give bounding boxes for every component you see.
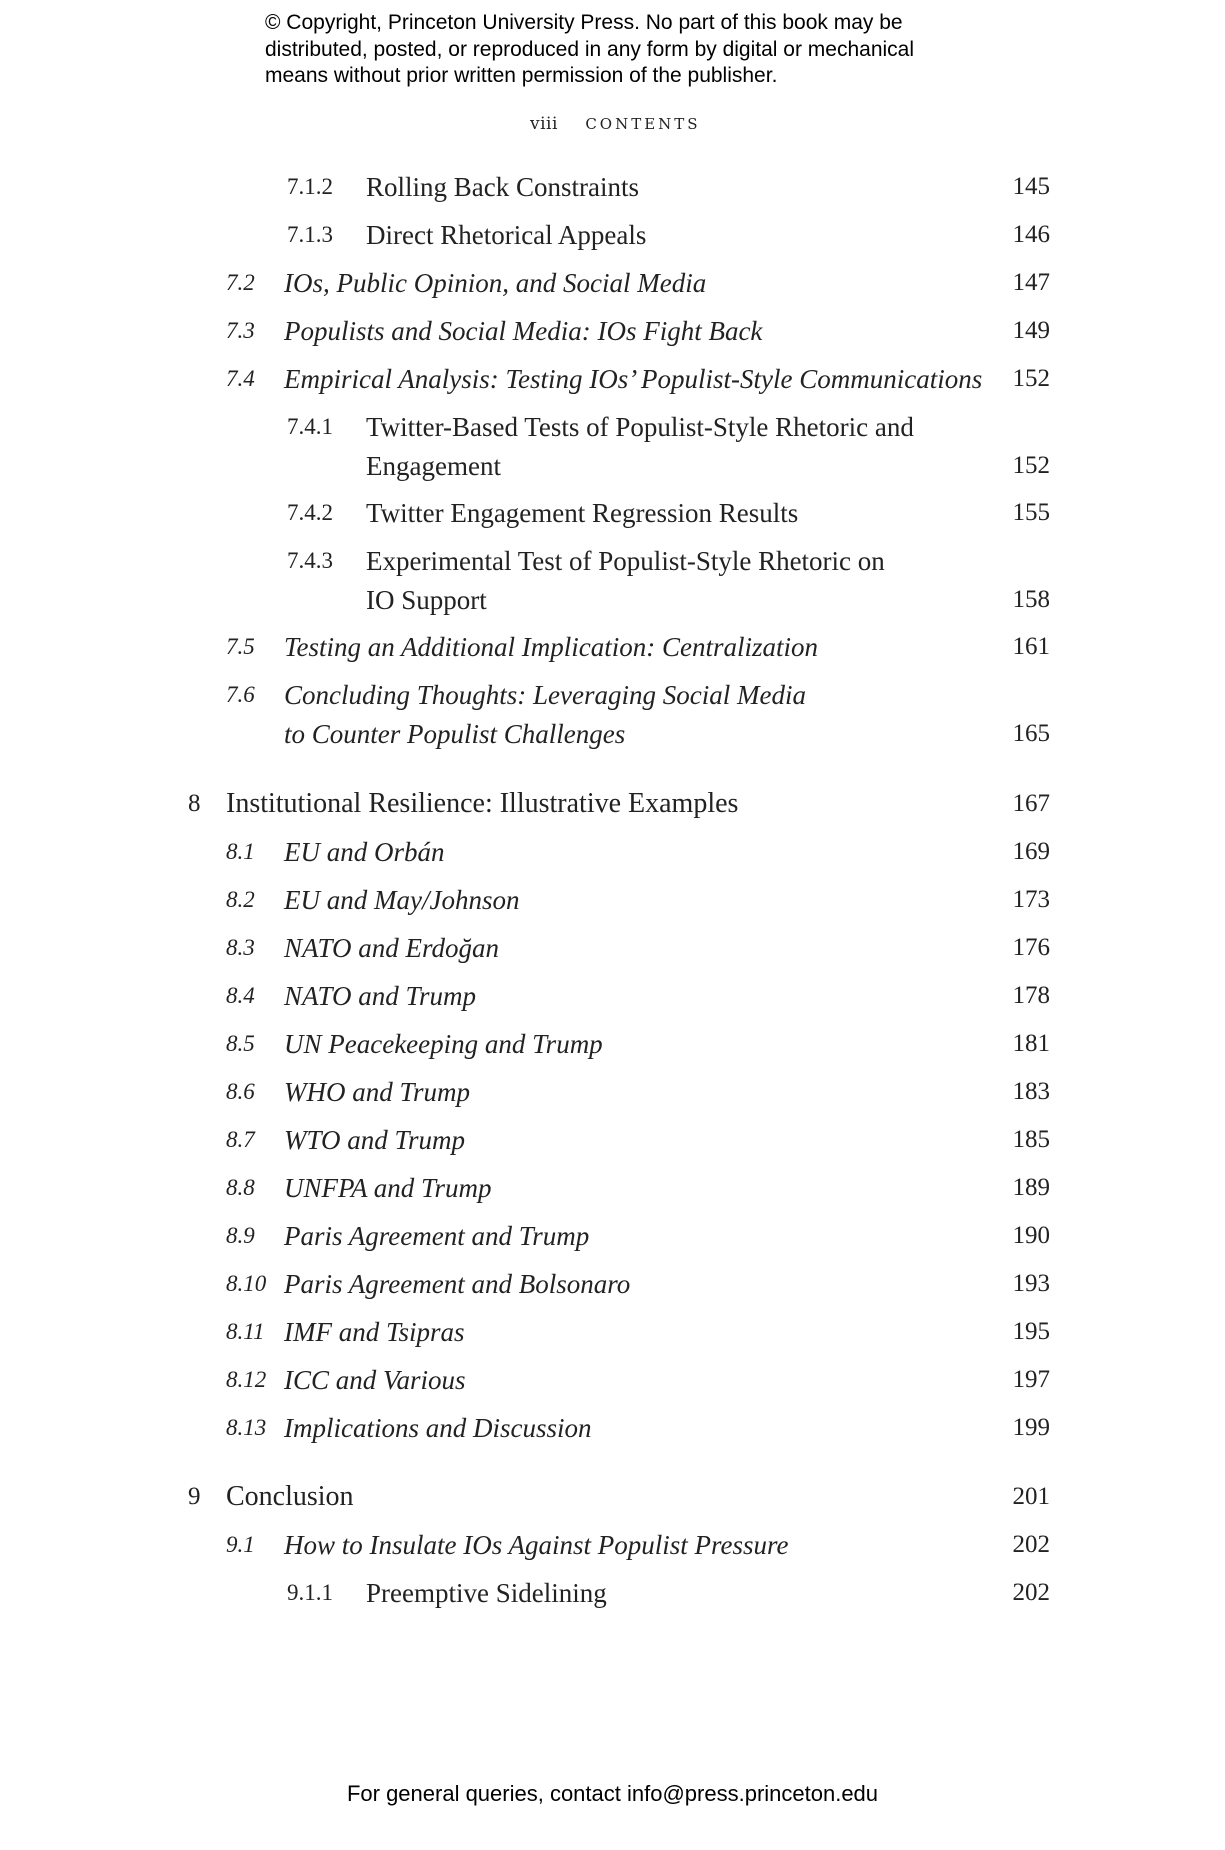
toc-entry-number: 8.13 [226,1415,267,1440]
toc-entry-page: 199 [1012,1414,1050,1441]
toc-entry-title-line: Testing an Additional Implication: Centralization [284,632,819,662]
copyright-notice [265,10,1025,90]
toc-entry-title-line: Paris Agreement and Trump [284,1221,590,1251]
toc-entry-page: 147 [1012,269,1050,296]
toc-entry-page: 176 [1012,934,1050,961]
toc-entry-page: 152 [1012,365,1050,392]
toc-entry-title [284,1526,789,1565]
toc-entry-number: 8.8 [226,1175,255,1200]
toc-entry [226,1409,1050,1448]
toc-entry-number: 8.5 [226,1031,255,1056]
toc-entry-number: 8.6 [226,1079,255,1104]
toc-entry [287,542,1050,619]
toc-entry [287,216,1050,255]
toc-entry [287,168,1050,207]
toc-entry [226,1217,1050,1256]
toc-entry-page: 181 [1012,1030,1050,1057]
toc-entry-page: 189 [1012,1174,1050,1201]
toc-entry-page: 169 [1012,838,1050,865]
toc-entry-number: 8.12 [226,1367,267,1392]
copyright-line: © Copyright, Princeton University Press. No part of this book may be [265,11,903,34]
toc-entry-title [284,312,762,351]
toc-entry-title [284,1313,465,1352]
toc-entry-number: 7.4.2 [287,500,333,525]
toc-entry-number: 8.10 [226,1271,267,1296]
toc-entry-title [284,1265,630,1304]
toc-entry-number: 7.4 [226,366,255,391]
toc-entry-page: 195 [1012,1318,1050,1345]
toc-entry-number: 8.9 [226,1223,255,1248]
toc-entry-title [284,929,499,968]
toc-entry-title [226,785,738,824]
toc-entry-number: 8.11 [226,1319,265,1344]
toc-entry [226,1025,1050,1064]
running-head [530,114,701,134]
copyright-line: distributed, posted, or reproduced in any form by digital or mechanical [265,37,915,61]
toc-entry-number: 7.4.1 [287,414,333,439]
toc-entry-title [284,676,806,753]
toc-entry-title [284,833,445,872]
toc-entry-page: 202 [1012,1531,1050,1558]
toc-entry-title-line: to Counter Populist Challenges [284,718,626,749]
toc-entry-page: 152 [1012,451,1050,479]
toc-entry-title [366,494,798,533]
toc-entry [226,1361,1050,1400]
toc-entry-title-line: NATO and Erdoğan [284,933,500,963]
footer-contact: For general queries, contact info@press.princeton.edu [346,1781,879,1806]
toc-entry-number: 8.3 [226,935,255,960]
toc-entry-title-line: Concluding Thoughts: Leveraging Social Media [284,680,806,710]
toc-entry-page: 190 [1012,1222,1050,1249]
toc-entry-number: 7.5 [226,634,255,659]
toc-entry-title-line: Paris Agreement and Bolsonaro [284,1269,631,1299]
toc-entry-title-line: EU and Orbán [284,837,445,867]
toc-entry-title [284,264,706,303]
toc-entry-title-line: Implications and Discussion [284,1413,592,1443]
toc-entry [226,1526,1050,1565]
toc-entry-page: 183 [1012,1078,1050,1105]
toc-entry [226,1073,1050,1112]
toc-entry-title-line: IO Support [366,584,487,615]
toc-entry-number: 8.4 [226,983,255,1008]
toc-entry [226,628,1050,667]
toc-entry [226,881,1050,920]
toc-entry-title-line: Empirical Analysis: Testing IOs’ Populist-Style Communications [284,364,983,394]
toc-entry [226,977,1050,1016]
toc-entry-title [366,408,914,485]
copyright-line: means without prior written permission of the publisher. [265,64,778,87]
toc-entry-title-line: Conclusion [226,1481,354,1512]
toc-entry-title-line: WHO and Trump [284,1077,471,1107]
toc-entry-number: 7.1.3 [287,222,333,247]
toc-entry-number: 8.2 [226,887,255,912]
toc-entry-title [366,168,639,207]
toc-entry-page: 161 [1012,633,1050,660]
toc-entry-title-line: Populists and Social Media: IOs Fight Back [284,316,763,346]
toc-entry-title [284,1361,466,1400]
toc-entry-title-line: IMF and Tsipras [284,1317,465,1347]
toc-entry-page: 197 [1012,1366,1050,1393]
toc-entry-title-line: Preemptive Sidelining [366,1578,607,1608]
toc-entry-number: 8.7 [226,1127,255,1152]
toc-entry [226,1169,1050,1208]
toc-entry-title-line: ICC and Various [284,1365,466,1395]
toc-entry-title-line: EU and May/Johnson [284,885,520,915]
toc-entry-page: 202 [1012,1579,1050,1606]
toc-entry-title-line: IOs, Public Opinion, and Social Media [284,268,707,298]
toc-entry-title-line: UNFPA and Trump [284,1173,492,1203]
toc-entry-title-line: Engagement [366,450,501,481]
toc-entry-title [284,360,982,399]
toc-entry-page: 145 [1012,173,1050,200]
page-folio: viii [530,114,558,134]
toc-entry [226,360,1050,399]
toc-entry-number: 7.6 [226,682,255,707]
toc-entry-title-line: Twitter-Based Tests of Populist-Style Rhetoric and [366,412,914,442]
toc-entry-title-line: WTO and Trump [284,1125,466,1155]
toc-entry [226,312,1050,351]
toc-entry [226,929,1050,968]
toc-entry [226,833,1050,872]
running-title: CONTENTS [585,115,701,133]
toc-entry-page: 165 [1012,719,1050,747]
toc-entry [287,408,1050,485]
toc-entry-title-line: Rolling Back Constraints [366,172,639,202]
toc-entry-title [284,628,818,667]
toc-entry-title [284,1073,470,1112]
toc-entry-title-line: Twitter Engagement Regression Results [366,498,799,528]
toc-entry-title [366,542,885,619]
toc-entry [188,1478,1050,1517]
toc-entry-title-line: NATO and Trump [284,981,477,1011]
toc-entry-title [284,1121,465,1160]
toc-entry-title [284,1169,492,1208]
toc-entry [287,494,1050,533]
toc-entry-number: 9 [188,1483,201,1510]
toc-entry-number: 8.1 [226,839,255,864]
toc-entry-page: 201 [1012,1483,1050,1510]
toc-entry [188,785,1050,824]
toc-entry [226,1121,1050,1160]
toc-entry-page: 149 [1012,317,1050,344]
toc-entry-title-line: UN Peacekeeping and Trump [284,1029,603,1059]
toc-entry [226,1313,1050,1352]
toc-entry-title-line: How to Insulate IOs Against Populist Pressure [284,1530,789,1560]
toc-entry-title [284,1217,589,1256]
toc-entry-title [366,216,646,255]
toc-entry-page: 173 [1012,886,1050,913]
toc-entry-title [284,977,476,1016]
toc-entry-page: 155 [1012,499,1050,526]
toc-entry-title [284,1409,592,1448]
toc-entry-number: 7.4.3 [287,548,333,573]
toc-entry [226,676,1050,753]
toc-entry-number: 9.1 [226,1532,255,1557]
toc-entry-number: 7.2 [226,270,255,295]
toc-entry [287,1574,1050,1613]
toc-entry-title [226,1478,354,1517]
toc-entry-number: 8 [188,790,201,817]
toc-entry-page: 158 [1012,585,1050,613]
toc-entry-title-line: Experimental Test of Populist-Style Rhetoric on [366,546,885,576]
toc-entry [226,264,1050,303]
toc-entry-page: 193 [1012,1270,1050,1297]
toc-entry-number: 7.3 [226,318,255,343]
toc-entry-page: 178 [1012,982,1050,1009]
toc-entry-page: 146 [1012,221,1050,248]
toc-entry-title [284,1025,603,1064]
toc-entry-page: 167 [1012,790,1050,817]
toc-entry-title [366,1574,607,1613]
toc-entry [226,1265,1050,1304]
toc-entry-number: 9.1.1 [287,1580,333,1605]
toc-entry-title [284,881,519,920]
toc-entry-title-line: Institutional Resilience: Illustrative Examples [226,788,739,819]
toc-entry-number: 7.1.2 [287,174,333,199]
toc-entry-page: 185 [1012,1126,1050,1153]
toc-entry-title-line: Direct Rhetorical Appeals [366,220,647,250]
